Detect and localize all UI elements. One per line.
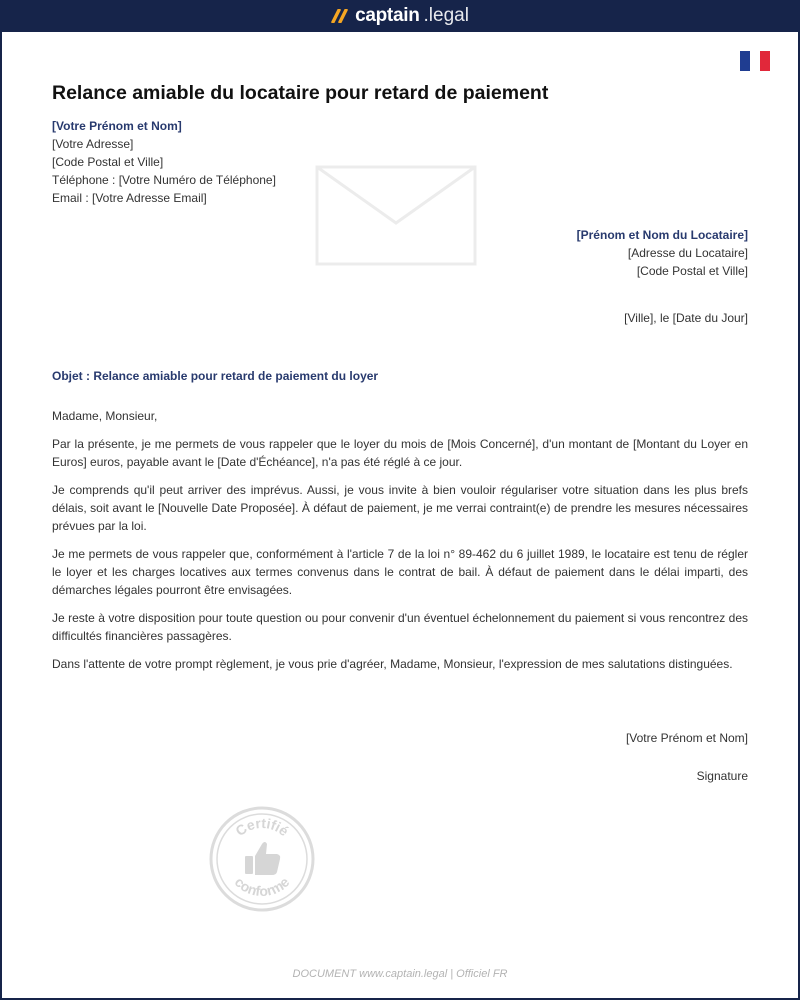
- recipient-block: [577, 226, 748, 280]
- envelope-watermark-icon: [315, 165, 477, 266]
- brand-logo[interactable]: [331, 5, 469, 27]
- sender-block: [52, 117, 276, 207]
- sender-name: [Votre Prénom et Nom]: [52, 119, 182, 133]
- body-paragraph-4: Je reste à votre disposition pour toute question ou pour convenir d'un éventuel échelonnement du paiement si vous rencontrez des difficultés financières passagères.: [52, 611, 748, 643]
- recipient-name: [Prénom et Nom du Locataire]: [576, 228, 748, 242]
- sender-address: [Votre Adresse]: [52, 137, 134, 151]
- brand-name: captain: [355, 5, 420, 26]
- certified-stamp-icon: [207, 804, 317, 914]
- flag-stripe-white: [750, 51, 760, 71]
- brand-suffix: .legal: [423, 5, 469, 26]
- body-paragraph-3: Je me permets de vous rappeler que, conformément à l'article 7 de la loi n° 89-462 du 6 juillet 1989, le locataire est tenu de régler le loyer et les charges locatives aux termes convenus dans le contrat de bail. À défaut de paiement dans le délai imparti, des démarches légales pourront être envisagées.: [52, 547, 748, 597]
- closing-name: [Votre Prénom et Nom]: [625, 731, 748, 745]
- place-date-line: [Ville], le [Date du Jour]: [624, 311, 748, 325]
- stamp-bottom-text: conforme: [231, 873, 293, 900]
- flag-stripe-red: [760, 51, 770, 71]
- document-page: [2, 32, 798, 998]
- letter-body: [52, 407, 748, 683]
- signature-label: Signature: [696, 769, 748, 783]
- french-flag-icon: [740, 51, 770, 71]
- stamp-top-text: Certifié: [232, 814, 292, 840]
- body-paragraph-1: Par la présente, je me permets de vous rappeler que le loyer du mois de [Mois Concerné], d'un montant de [Montant du Loyer en Euros] euros, payable avant le [Date d'Échéance], n'a pas été réglé à ce jour.: [52, 437, 748, 469]
- captain-logo-icon: [331, 9, 351, 23]
- recipient-postal: [Code Postal et Ville]: [636, 264, 748, 278]
- document-footer: DOCUMENT www.captain.legal | Officiel FR: [292, 968, 508, 980]
- body-paragraph-2: Je comprends qu'il peut arriver des imprévus. Aussi, je vous invite à bien vouloir régulariser votre situation dans les plus brefs délais, soit avant le [Nouvelle Date Proposée]. À défaut de paiement, je me verrai contraint(e) de prendre les mesures nécessaires prévues par la loi.: [52, 483, 748, 533]
- letter-subject: Objet : Relance amiable pour retard de paiement du loyer: [52, 369, 379, 383]
- sender-phone: Téléphone : [Votre Numéro de Téléphone]: [52, 173, 276, 187]
- top-bar: [0, 0, 800, 32]
- thumbs-up-icon: [245, 842, 280, 875]
- recipient-address: [Adresse du Locataire]: [627, 246, 748, 260]
- sender-email: Email : [Votre Adresse Email]: [52, 191, 207, 205]
- salutation: Madame, Monsieur,: [52, 409, 158, 423]
- body-paragraph-5: Dans l'attente de votre prompt règlement, je vous prie d'agréer, Madame, Monsieur, l'expression de mes salutations distinguées.: [52, 657, 733, 671]
- document-title: Relance amiable du locataire pour retard de paiement: [52, 82, 549, 104]
- sender-postal: [Code Postal et Ville]: [52, 155, 164, 169]
- flag-stripe-blue: [740, 51, 750, 71]
